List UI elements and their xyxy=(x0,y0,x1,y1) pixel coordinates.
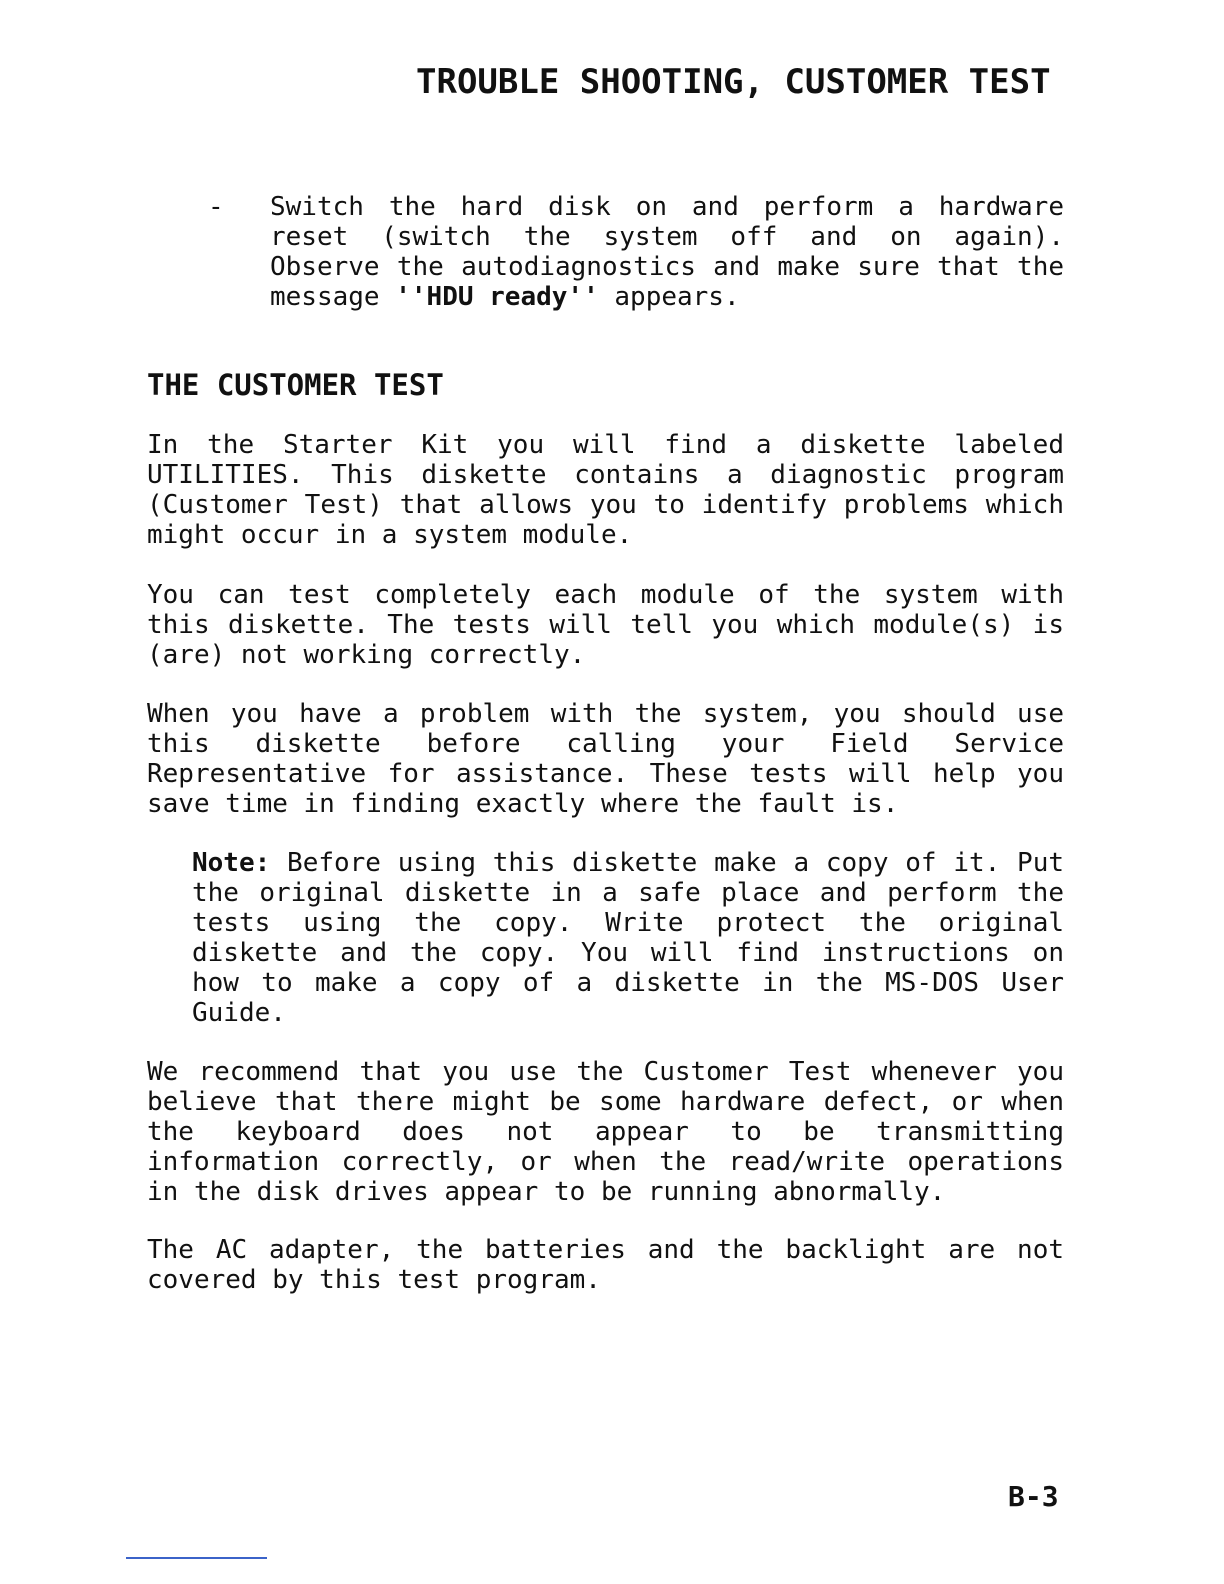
paragraph-when-problem: When you have a problem with the system, you should use this diskette before calling your Field Service Representative for assistance. These tests will help you save time in finding exactly where the fault is. xyxy=(147,699,1064,819)
hdu-ready-message: ''HDU ready'' xyxy=(395,282,599,312)
paragraph-recommend: We recommend that you use the Customer Test whenever you believe that there might be some hardware defect, or when the keyboard does not appear to be transmitting information correctly, or when the read/write operations in the disk drives appear to be running abnormally. xyxy=(147,1057,1064,1207)
note-text: Before using this diskette make a copy of it. Put the original diskette in a safe place and perform the tests using the copy. Write protect the original diskette and the copy. You will find instructions on how to make a copy of a diskette in the MS-DOS User Guide. xyxy=(192,848,1064,1028)
bullet-dash: - xyxy=(208,192,224,222)
paragraph-starter-kit: In the Starter Kit you will find a diskette labeled UTILITIES. This diskette contains a diagnostic program (Customer Test) that allows you to identify problems which might occur in a system module. xyxy=(147,430,1064,550)
bullet-text-before: Switch the hard disk on and perform a hardware reset (switch the system off and on again). Observe the autodiagnostics and make sure that the message xyxy=(270,192,1064,312)
section-heading: THE CUSTOMER TEST xyxy=(147,368,444,402)
bullet-item xyxy=(270,192,1064,312)
footer-rule xyxy=(126,1557,267,1559)
paragraph-not-covered: The AC adapter, the batteries and the backlight are not covered by this test program. xyxy=(147,1235,1064,1295)
paragraph-test-modules: You can test completely each module of the system with this diskette. The tests will tell you which module(s) is (are) not working correctly. xyxy=(147,580,1064,670)
note-label: Note: xyxy=(192,848,271,878)
page-number: B-3 xyxy=(1008,1480,1059,1513)
page-title: TROUBLE SHOOTING, CUSTOMER TEST xyxy=(416,62,1051,102)
bullet-text-after: appears. xyxy=(598,282,740,312)
note-block xyxy=(192,848,1064,1028)
